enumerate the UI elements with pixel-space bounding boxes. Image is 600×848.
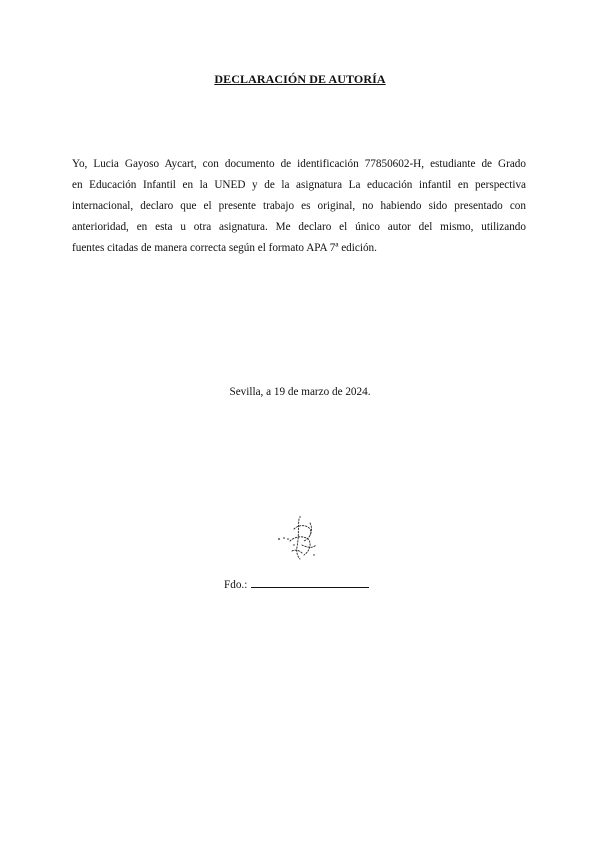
signature-label: Fdo.: [224, 579, 248, 591]
paragraph-line: internacional, declaro que el presente trabajo es original, no habiendo sido presentado con [72, 200, 526, 212]
paragraph-line: Yo, Lucia Gayoso Aycart, con documento de identificación 77850602-H, estudiante de Grado [72, 158, 526, 170]
document-title: DECLARACIÓN DE AUTORÍA [214, 72, 386, 86]
signature-underline [251, 577, 369, 588]
signature-field [224, 577, 369, 591]
declaration-paragraph [72, 154, 526, 259]
place-date-line: Sevilla, a 19 de marzo de 2024. [229, 386, 371, 398]
paragraph-line: anterioridad, en esta u otra asignatura. Me declaro el único autor del mismo, utilizando [72, 221, 526, 233]
signature-icon [272, 515, 328, 563]
paragraph-line: en Educación Infantil en la UNED y de la asignatura La educación infantil en perspectiva [72, 179, 526, 191]
paragraph-line: fuentes citadas de manera correcta según el formato APA 7ª edición. [72, 242, 377, 254]
